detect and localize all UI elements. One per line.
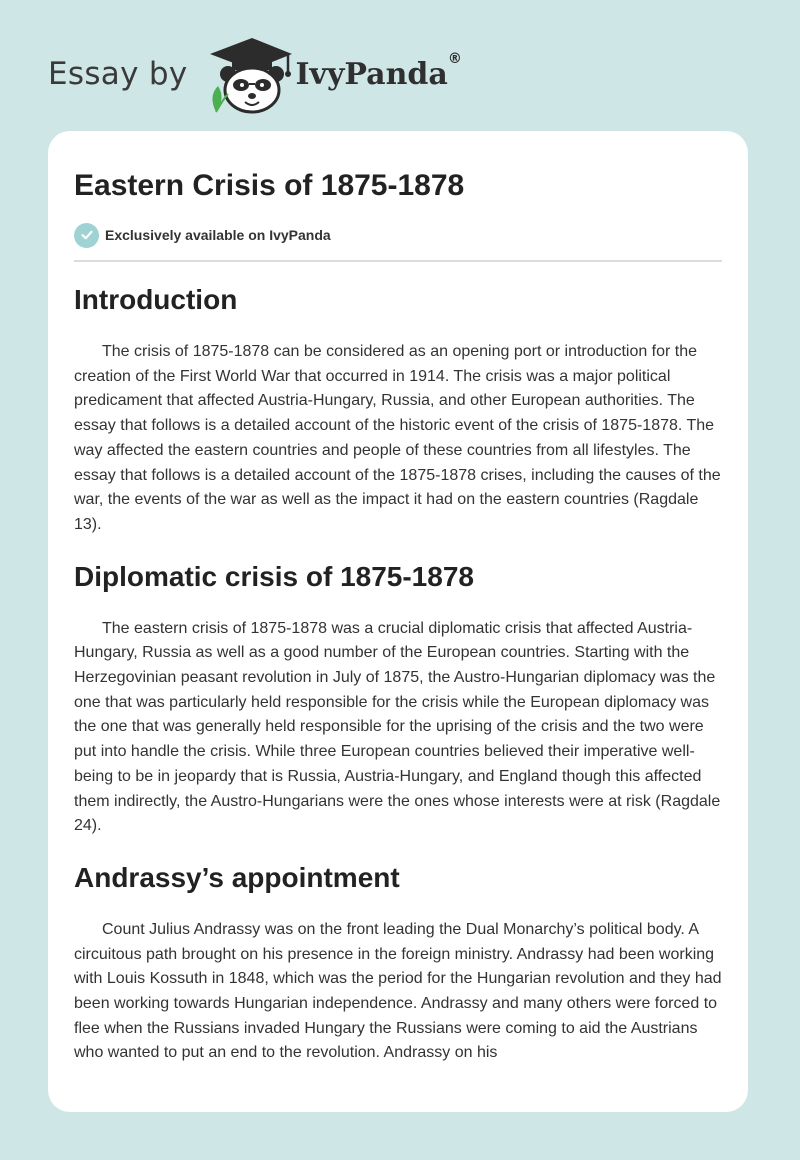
section-paragraph-introduction: The crisis of 1875-1878 can be considered as an opening port or introduction for the creation of the First World War that occurred in 1914. The crisis was a major political predicament that affected Austria-Hungary, Russia, and other European authorities. The essay that follows is a detailed account of the historic event of the crisis of 1875-1878. The way affected the eastern countries and people of these countries from all lifestyles. The essay that follows is a detailed account of the 1875-1878 crises, including the causes of the war, the events of the war as well as the impact it had on the eastern countries (Ragdale 13). [74,343,721,533]
brand-name: IvyPanda® [295,50,462,92]
registered-mark: ® [447,50,462,67]
section-paragraph-diplomatic-crisis: The eastern crisis of 1875-1878 was a crucial diplomatic crisis that affected Austria-Hungary, Russia as well as a good number of the European countries. Starting with the Herzegovinian peasant revolution in July of 1875, the Austro-Hungarian diplomacy was the one that was particularly held responsible for the crisis while the European diplomacy was the one that was generally held responsible for the uprising of the crisis and the two were put into handle the crisis. While three European countries believed their imperative well-being to be in jeopardy that is Russia, Austria-Hungary, and England though this affected them indirectly, the Austro-Hungarians were the ones whose interests were at risk (Ragdale 24). [74,619,721,835]
section-heading-introduction: Introduction [74,284,238,315]
check-circle-icon [74,223,99,248]
panda-graduate-icon [202,34,294,114]
essay-by-label: Essay by [48,56,188,92]
section-heading-andrassy-appointment: Andrassy’s appointment [74,861,400,893]
site-header [48,34,462,114]
section-paragraph-andrassy-appointment: Count Julius Andrassy was on the front leading the Dual Monarchy’s political body. A circuitous path brought on his presence in the foreign ministry. Andrassy had been working with Louis Kossuth in 1848, which was the period for the Hungarian revolution and they had been working towards Hungarian independence. Andrassy and many others were forced to flee when the Russians invaded Hungary the Russians were coming to aid the Austrians who wanted to put an end to the revolution. Andrassy on his [74,920,722,1062]
divider [74,260,722,262]
page-title: Eastern Crisis of 1875-1878 [74,169,465,202]
exclusive-badge [74,222,722,248]
section-heading-diplomatic-crisis: Diplomatic crisis of 1875-1878 [74,560,474,592]
essay-card [48,131,748,1112]
exclusive-label: Exclusively available on IvyPanda [105,227,331,243]
